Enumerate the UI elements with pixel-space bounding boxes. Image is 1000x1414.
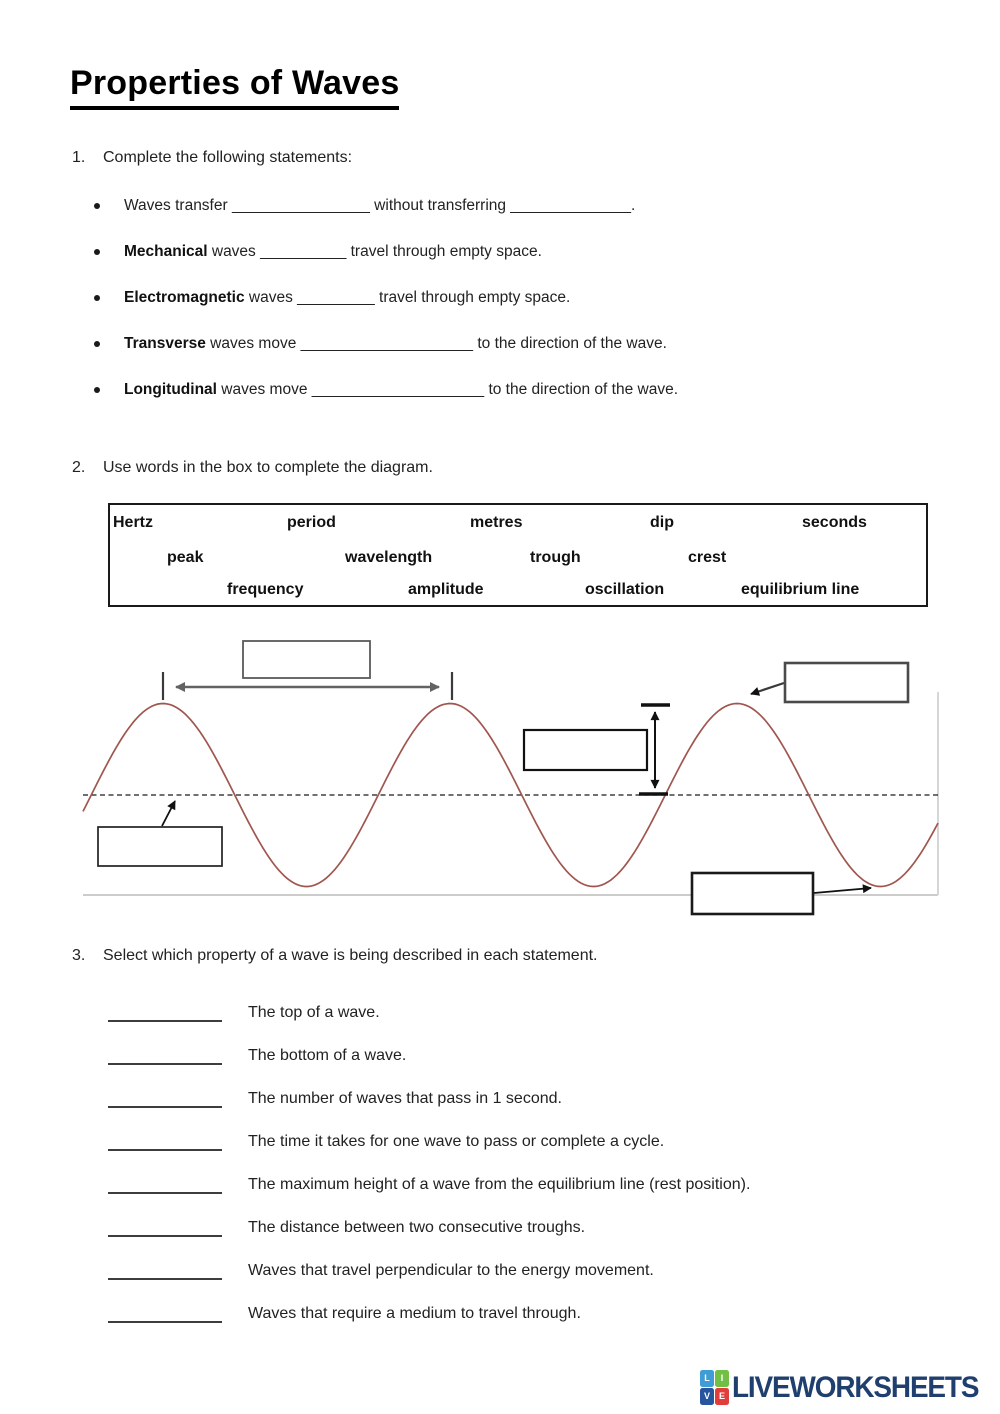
- liveworksheets-footer[interactable]: [700, 1370, 997, 1405]
- logo-tile-l: L: [700, 1370, 714, 1387]
- word-bank-word: Hertz: [113, 514, 154, 531]
- question-1-prompt: Complete the following statements:: [103, 149, 353, 166]
- answer-blank[interactable]: [108, 1049, 222, 1065]
- bullet-statement-text: waves move ____________________ to the direction of the wave.: [216, 381, 679, 398]
- statement-text: The time it takes for one wave to pass or complete a cycle.: [248, 1133, 665, 1150]
- bullet-bold-term: Transverse: [124, 335, 206, 352]
- bullet-statement-text: waves __________ travel through empty space.: [207, 243, 542, 260]
- statement-row: [108, 1046, 968, 1065]
- statement-row: [108, 1261, 968, 1280]
- word-bank-word: crest: [688, 549, 727, 566]
- word-bank-word: period: [287, 514, 336, 531]
- word-bank-box: [108, 503, 928, 607]
- equilibrium-pointer-arrow: [162, 801, 175, 826]
- bullet-icon: [94, 295, 100, 301]
- statement-row: [108, 1175, 968, 1194]
- bullet-bold-term: Electromagnetic: [124, 289, 245, 306]
- bullet-statement-text: Waves transfer ________________ without transferring ______________.: [124, 197, 636, 214]
- bullet-bold-term: Mechanical: [124, 243, 208, 260]
- liveworksheets-brand-text: LIVEWORKSHEETS: [732, 1370, 979, 1404]
- equilibrium-answer-box[interactable]: [98, 827, 222, 866]
- statement-text: The distance between two consecutive troughs.: [248, 1219, 586, 1236]
- question-2-number: 2.: [72, 459, 86, 476]
- word-bank-word: wavelength: [345, 549, 433, 566]
- bullet-statement: [94, 381, 934, 399]
- logo-tile-i: I: [715, 1370, 729, 1387]
- bullet-statement: [94, 197, 934, 215]
- logo-tile-e: E: [715, 1388, 729, 1405]
- amplitude-answer-box[interactable]: [524, 730, 647, 770]
- bullet-statement-text: waves _________ travel through empty space.: [244, 289, 571, 306]
- page-title: Properties of Waves: [70, 64, 399, 110]
- word-bank-word: dip: [650, 514, 674, 531]
- bullet-icon: [94, 249, 100, 255]
- question-3-number: 3.: [72, 947, 86, 964]
- word-bank-word: seconds: [802, 514, 867, 531]
- statement-row: [108, 1304, 968, 1323]
- bullet-bold-term: Longitudinal: [124, 381, 217, 398]
- bullet-icon: [94, 203, 100, 209]
- statement-text: The maximum height of a wave from the equilibrium line (rest position).: [248, 1176, 751, 1193]
- word-bank-word: peak: [167, 549, 204, 566]
- answer-blank[interactable]: [108, 1264, 222, 1280]
- statement-row: [108, 1218, 968, 1237]
- statement-text: The number of waves that pass in 1 second.: [248, 1090, 562, 1107]
- question-2-prompt: Use words in the box to complete the diagram.: [103, 459, 433, 476]
- answer-blank[interactable]: [108, 1221, 222, 1237]
- wave-diagram: [80, 625, 945, 925]
- statement-text: Waves that require a medium to travel through.: [248, 1305, 581, 1322]
- statement-text: The bottom of a wave.: [248, 1047, 407, 1064]
- question-3-list: [108, 1003, 968, 1347]
- statement-row: [108, 1003, 968, 1022]
- answer-blank[interactable]: [108, 1092, 222, 1108]
- bullet-statement: [94, 289, 934, 307]
- trough-answer-box[interactable]: [692, 873, 813, 914]
- answer-blank[interactable]: [108, 1307, 222, 1323]
- bullet-statement: [94, 335, 934, 353]
- bullet-statement: [94, 243, 934, 261]
- answer-blank[interactable]: [108, 1135, 222, 1151]
- logo-tile-v: V: [700, 1388, 714, 1405]
- word-bank-word: trough: [530, 549, 581, 566]
- question-2-header: [72, 459, 433, 477]
- question-3-header: [72, 947, 598, 965]
- question-3-prompt: Select which property of a wave is being described in each statement.: [103, 947, 598, 964]
- wave-diagram-svg: [80, 625, 945, 925]
- crest-answer-box[interactable]: [785, 663, 908, 702]
- word-bank-word: equilibrium line: [741, 581, 860, 598]
- question-1-number: 1.: [72, 149, 86, 166]
- question-1-bullets: [94, 197, 934, 427]
- word-bank-word: frequency: [227, 581, 304, 598]
- bullet-icon: [94, 341, 100, 347]
- question-1-header: [72, 149, 352, 167]
- bullet-statement-text: waves move ____________________ to the direction of the wave.: [205, 335, 667, 352]
- liveworksheets-logo-icon: [700, 1370, 729, 1405]
- trough-pointer-arrow: [814, 888, 871, 893]
- answer-blank[interactable]: [108, 1178, 222, 1194]
- statement-row: [108, 1132, 968, 1151]
- word-bank-word: metres: [470, 514, 523, 531]
- crest-pointer-arrow: [751, 683, 784, 694]
- statement-row: [108, 1089, 968, 1108]
- bullet-icon: [94, 387, 100, 393]
- statement-text: The top of a wave.: [248, 1004, 380, 1021]
- answer-blank[interactable]: [108, 1006, 222, 1022]
- statement-text: Waves that travel perpendicular to the energy movement.: [248, 1262, 654, 1279]
- word-bank-word: oscillation: [585, 581, 665, 598]
- wavelength-answer-box[interactable]: [243, 641, 370, 678]
- word-bank-word: amplitude: [408, 581, 484, 598]
